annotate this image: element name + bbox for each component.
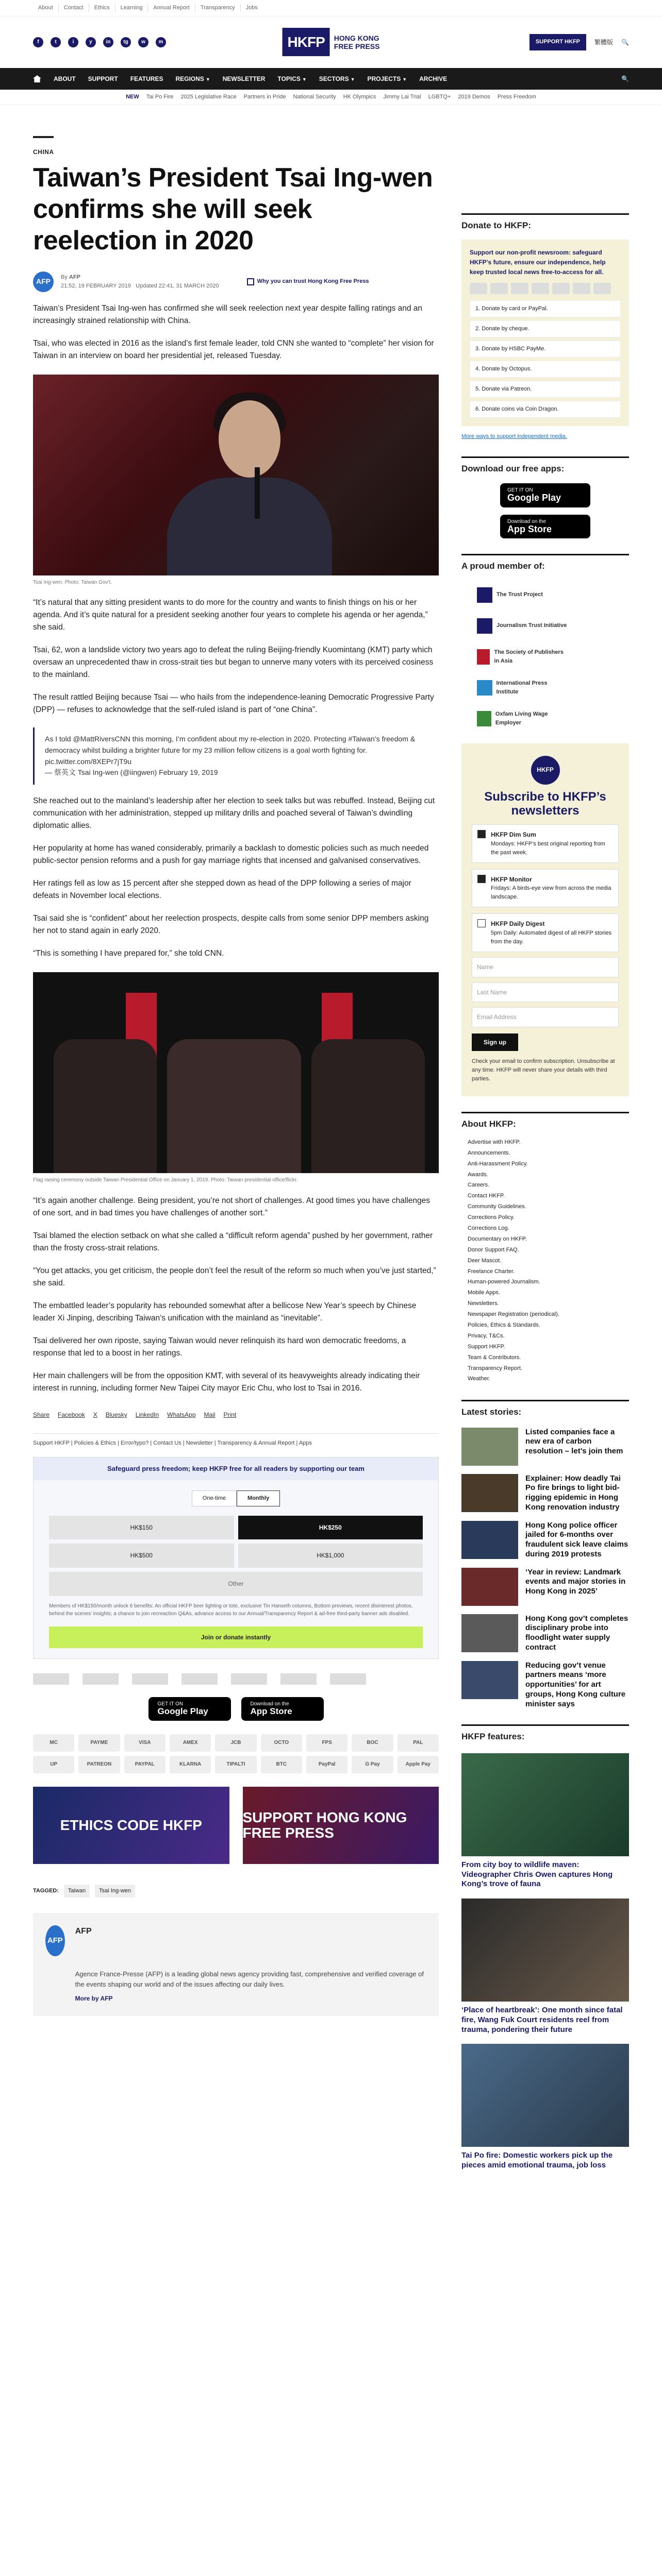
updated-date: Updated 22:41, 31 MARCH 2020 [136,282,219,289]
publish-date: 21:52, 19 FEBRUARY 2019 [61,282,131,289]
logo-line2: FREE PRESS [334,42,380,50]
article-title: Taiwan’s President Tsai Ing-wen confirms she will seek reelection in 2020 [33,162,433,256]
x-icon[interactable]: t [51,37,61,47]
donation-form [34,1480,438,1658]
app-store-buttons [33,1697,439,1721]
trending-link[interactable]: LGBTQ+ [428,93,451,100]
photo-subject [33,375,439,575]
tag[interactable]: Tsai Ing-wen [95,1885,135,1897]
donate-option[interactable]: 1. Donate by card or PayPal. [470,300,621,317]
feature-title[interactable]: ‘Place of heartbreak’: One month since fatal fire, Wang Fuk Court residents reel from trauma, pondering their future [461,2006,623,2034]
chevron-down-icon: ▼ [350,76,355,82]
feature-image [461,1753,629,1856]
member-label: Journalism Trust Initiative [496,622,567,629]
support-hkfp-banner[interactable]: SUPPORT HONG KONG FREE PRESS [243,1787,439,1864]
nav-item[interactable] [319,74,355,84]
payment-bitcoin-icon[interactable]: BTC [261,1756,302,1773]
nav-item[interactable]: FEATURES [130,75,163,82]
about-link[interactable]: Freelance Charter. [468,1268,515,1275]
latest-heading: Latest stories: [461,1400,629,1419]
mail-icon[interactable]: m [156,37,166,47]
tag[interactable]: Taiwan [64,1885,90,1897]
home-icon[interactable] [33,75,41,82]
story-title[interactable]: Hong Kong police officer jailed for 6-months over fraudulent sick leave claims during 2019 protests [525,1520,628,1558]
share-whatsapp[interactable]: WhatsApp [167,1411,196,1418]
amount-options [49,1516,423,1596]
author-box-bio: Agence France-Presse (AFP) is a leading global news agency providing fast, comprehensive and verified coverage of the events shaping our world and of the issues affecting our daily lives. [75,1970,424,1988]
trust-project-icon [477,587,492,603]
photo-crowd [54,1039,157,1173]
share-bluesky[interactable]: Bluesky [105,1411,127,1418]
join-donate-button[interactable]: Join or donate instantly [49,1626,423,1649]
search-icon[interactable]: 🔍 [621,38,629,46]
more-by-author-link[interactable]: More by AFP [75,1994,113,2002]
member-jti[interactable] [477,617,570,635]
newsletter-option[interactable] [472,913,619,952]
nav-item[interactable]: NEWSLETTER [222,75,266,82]
about-link[interactable]: Anti-Harassment Policy. [468,1160,528,1167]
features-heading: HKFP features: [461,1724,629,1743]
trust-badge-icon [247,278,254,285]
chevron-down-icon: ▼ [402,76,407,82]
nav-item[interactable] [277,74,306,84]
newsletter-option[interactable] [472,824,619,863]
site-header [0,16,662,68]
site-logo[interactable] [283,28,380,56]
nav-search-icon[interactable]: 🔍 [621,75,629,82]
whatsapp-icon[interactable]: w [138,37,148,47]
story-thumbnail [461,1568,518,1606]
story-title[interactable]: Explainer: How deadly Tai Po fire brings to light bid-rigging epidemic in Hong Kong renovation industry [525,1473,621,1512]
newsletter-option-text [491,830,613,857]
trending-link[interactable]: Tai Po Fire [146,93,174,100]
payment-payme-icon[interactable]: PAYME [78,1734,120,1752]
member-ipi[interactable] [477,679,570,697]
utility-links [33,4,263,12]
newsletter-checkbox[interactable] [477,919,486,927]
email-field[interactable]: Email Address [472,1007,619,1027]
about-link[interactable]: Documentary on HKFP. [468,1235,527,1242]
byline-meta: By AFP 21:52, 19 FEBRUARY 2019 Updated 22:41, 31 MARCH 2020 [61,274,219,289]
share-facebook[interactable]: Facebook [58,1411,85,1418]
trending-new-label: NEW [126,93,139,100]
tweet-text: As I told @MattRiversCNN this morning, I’m confident about my re-election in 2020. Protecting #Taiwan’s freedom & democracy whilst building a brighter future for my 23 million fellow citizens is a goal worth fighting for. pic.twitter.com/8XEPr7jT9u [45,735,416,766]
newsletter-title: Subscribe to HKFP’s newsletters [484,789,606,818]
frequency-one-time[interactable]: One-time [192,1490,237,1506]
paragraph: “This is something I have prepared for,” she told CNN. [33,949,224,958]
tags-label: TAGGED: [33,1887,59,1894]
newsletter-option-desc: Fridays: A birds-eye view from across the media landscape. [491,885,611,901]
author-avatar[interactable]: AFP [33,272,54,292]
card-icon [532,283,549,294]
trending-link[interactable]: National Security [293,93,336,100]
jti-icon [477,618,492,634]
trust-label: Why you can trust Hong Kong Free Press [257,278,369,285]
tags-row [33,1885,439,1897]
newsletter-option-desc: Mondays: HKFP’s best original reporting from the past week. [491,840,605,856]
newsletter-logo: HKFP [531,756,560,785]
member-heading: A proud member of: [461,554,629,573]
partner-logo[interactable] [231,1673,267,1685]
paragraph: Tsai, who was elected in 2016 as the island’s first female leader, told CNN she wanted to “complete” her vision for Taiwan in an interview on board her presidential jet, released Tuesday. [33,338,434,360]
member-label: International Press Institute [496,680,548,695]
share-x[interactable]: X [93,1411,97,1418]
nav-item-label: REGIONS [175,75,204,82]
app-store-small: Download on the [507,518,547,524]
about-link[interactable]: Announcements. [468,1149,510,1156]
story-thumbnail [461,1521,518,1559]
about-link[interactable]: Donor Support FAQ. [468,1246,519,1253]
about-link[interactable]: Awards. [468,1171,488,1178]
photo-crowd [167,1039,301,1173]
article-category[interactable]: CHINA [33,148,54,156]
article-body [33,302,439,1395]
partner-logo[interactable] [33,1673,69,1685]
sidebar [461,105,629,2171]
about-link[interactable]: Advertise with HKFP. [468,1139,521,1145]
promo-banners [33,1787,439,1864]
share-print[interactable]: Print [223,1411,237,1418]
story-item[interactable] [461,1521,629,1560]
trending-bar [0,90,662,105]
partner-logo[interactable] [280,1673,317,1685]
trending-link[interactable]: Press Freedom [497,93,536,100]
about-links [461,1137,629,1384]
main-nav [0,68,662,90]
trending-link[interactable]: 2025 Legislative Race [180,93,237,100]
donate-option[interactable]: 2. Donate by cheque. [470,320,621,337]
feature-image [461,2044,629,2147]
payment-paypal-icon[interactable]: PAYPAL [124,1756,166,1773]
story-item[interactable] [461,1568,629,1606]
language-switch[interactable]: 繁體版 [594,38,614,46]
chevron-down-icon: ▼ [205,76,210,82]
support-hkfp-button[interactable]: SUPPORT HKFP [529,34,586,50]
share-mail[interactable]: Mail [204,1411,216,1418]
payment-octopus-icon[interactable]: OCTO [261,1734,302,1752]
utility-link[interactable]: Learning [115,4,148,12]
photo-caption: Tsai Ing-wen. Photo: Taiwan Gov’t. [33,579,112,585]
google-play-button[interactable] [148,1697,231,1721]
feature-item[interactable] [461,1899,629,2035]
paragraph: The embattled leader’s popularity has rebounded somewhat after a bellicose New Year’s speech by Chinese leader Xi Jinping, describing Taiwan’s unification with the mainland as “inevitable”. [33,1301,417,1323]
logo-mark: HKFP [283,28,330,56]
paragraph: Her main challengers will be from the opposition KMT, with several of its heavyweights already indicating their interest in running, including former New Taipei City mayor Eric Chu, who lost to Tsai in 2016. [33,1371,420,1393]
card-icon [593,283,611,294]
frequency-monthly[interactable]: Monthly [237,1490,280,1506]
latest-stories [461,1428,629,1709]
feature-title[interactable]: Tai Po fire: Domestic workers pick up the pieces amid emotional trauma, job loss [461,2151,613,2170]
author-box-avatar[interactable]: AFP [45,1925,65,1956]
payment-mastercard-icon[interactable]: MC [33,1734,74,1752]
about-link[interactable]: Careers. [468,1182,490,1189]
paragraph: Taiwan’s President Tsai Ing-wen has confirmed she will seek reelection next year despite falling ratings and an increasingly strained relationship with China. [33,303,423,325]
ipi-icon [477,680,492,696]
payment-card-icons [470,283,621,294]
member-label: The Society of Publishers in Asia [494,649,564,664]
card-icon [470,283,487,294]
donate-option[interactable]: 4. Donate by Octopus. [470,361,621,378]
header-actions [529,34,629,50]
about-link[interactable]: Weather. [468,1376,490,1382]
about-link[interactable]: Deer Mascot. [468,1257,502,1264]
about-link[interactable]: Privacy, T&Cs. [468,1332,505,1339]
ethics-code-banner[interactable]: ETHICS CODE HKFP [33,1787,229,1864]
google-play-small: GET IT ON [507,487,533,493]
story-item[interactable] [461,1428,629,1466]
about-link[interactable]: Mobile Apps. [468,1290,500,1296]
social-icons [33,37,166,47]
author-box [33,1913,439,2016]
feature-title[interactable]: From city boy to wildlife maven: Videographer Chris Owen captures Hong Kong’s trove of fauna [461,1860,613,1889]
newsletter-option-text [491,919,613,946]
instagram-icon[interactable]: i [68,37,78,47]
about-link[interactable]: Support HKFP. [468,1343,505,1350]
donate-option[interactable]: 3. Donate by HSBC PayMe. [470,341,621,358]
payment-fps-icon[interactable]: FPS [306,1734,347,1752]
donate-option[interactable]: 6. Donate coins via Coin Dragon. [470,401,621,418]
trending-link[interactable]: Partners in Pride [243,93,286,100]
about-link[interactable]: Corrections Log. [468,1225,509,1231]
author-box-name[interactable]: AFP [75,1926,92,1936]
paragraph: “It’s again another challenge. Being president, you’re not short of challenges. At good times you have challenges of one sort, and in bad times you have challenges of another sort.” [33,1196,431,1217]
utility-link[interactable]: Contact [58,4,89,12]
last-name-field[interactable]: Last Name [472,982,619,1003]
payment-patreon-icon[interactable]: PATREON [78,1756,120,1773]
linkedin-icon[interactable]: in [103,37,113,47]
category-rule [33,136,54,138]
trending-link[interactable]: HK Olympics [343,93,376,100]
paragraph: Her ratings fell as low as 15 percent after she stepped down as head of the DPP following a series of major defeats in November local elections. [33,879,411,901]
sidebar-app-store-button[interactable] [500,515,590,539]
story-title[interactable]: ‘Year in review: Landmark events and major stories in Hong Kong in 2025’ [525,1567,626,1596]
newsletter-checkbox[interactable] [477,875,486,883]
about-link[interactable]: Corrections Policy. [468,1214,515,1221]
member-label: The Trust Project [496,591,543,598]
author-box-text [75,1925,426,2004]
photo-suit [167,478,332,575]
payment-gpay-icon[interactable]: G Pay [352,1756,393,1773]
app-store-button[interactable] [241,1697,324,1721]
newsletter-option-title: HKFP Daily Digest [491,920,545,928]
payment-paypal-icon[interactable]: PayPal [306,1756,347,1773]
story-title[interactable]: Hong Kong gov’t completes disciplinary probe into floodlight water supply contract [525,1614,628,1652]
about-link[interactable]: Community Guidelines. [468,1204,526,1210]
payment-amex-icon[interactable]: AMEX [170,1734,211,1752]
about-heading: About HKFP: [461,1112,629,1131]
about-link[interactable]: Contact HKFP. [468,1193,505,1199]
story-thumbnail [461,1428,518,1466]
newsletter-note: Check your email to confirm subscription. Unsubscribe at any time. HKFP will never share your details with third parties. [472,1058,615,1082]
payment-boc-icon[interactable]: BOC [352,1734,393,1752]
nav-item[interactable] [175,74,210,84]
about-link[interactable]: Newspaper Registration (periodical). [468,1311,559,1318]
page-main [0,105,662,2171]
app-store-small: Download on the [250,1701,289,1707]
feature-item[interactable] [461,1753,629,1889]
photo-microphone [255,467,260,519]
payment-methods [33,1734,439,1773]
paragraph: “You get attacks, you get criticism, the people don’t feel the result of the reform so much when you’ve just started,” she said. [33,1266,436,1287]
amount-option[interactable]: HK$500 [49,1544,234,1568]
article-photo-tsai [33,375,439,575]
story-title[interactable]: Listed companies face a new era of carbon resolution – let’s join them [525,1427,623,1456]
author-name[interactable]: AFP [69,274,80,280]
story-item[interactable] [461,1614,629,1653]
newsletter-option-text [491,875,613,902]
youtube-icon[interactable]: y [86,37,96,47]
newsletter-signup [461,743,629,1096]
byline [33,272,439,292]
member-oxfam[interactable] [477,709,570,728]
nav-item[interactable] [368,74,407,84]
story-title[interactable]: Reducing gov’t venue partners means ‘more opportunities’ for art groups, Hong Kong culture minister says [525,1660,626,1708]
feature-item[interactable] [461,2044,629,2171]
partner-logos [33,1673,439,1685]
newsletter-checkbox[interactable] [477,830,486,838]
chevron-down-icon: ▼ [302,76,307,82]
utility-link[interactable]: Ethics [89,4,115,12]
about-link[interactable]: Policies, Ethics & Standards. [468,1321,540,1328]
tweet-source[interactable]: — 蔡英文 Tsai Ing-wen (@iingwen) February 19, 2019 [45,768,218,777]
google-play-small: GET IT ON [157,1701,184,1707]
donate-options [470,300,621,418]
telegram-icon[interactable]: tg [121,37,131,47]
paragraph: Tsai delivered her own riposte, saying Taiwan would never relinquish its hard won democratic freedoms, a response that led to a boost in her ratings. [33,1336,406,1358]
story-thumbnail [461,1661,518,1699]
share-links [33,1410,439,1420]
membership-note: Members of HK$150/month unlock 6 benefits: An official HKFP beer lighting or tote, exclusive Tin Hanseth columns, Bottom previews, recent disinterest photos, behind the scenes’ insights; a chance to join recreaction Q&As, advance access to our Annual/Transparency Report & ad-free third-party banner ads disabled. [49,1603,413,1617]
sidebar-google-play-button[interactable] [500,483,590,507]
payment-klarna-icon[interactable]: KLARNA [170,1756,211,1773]
photo-face [219,400,280,478]
card-icon [511,283,528,294]
logo-line1: HONG KONG [334,33,379,42]
paragraph: Tsai said she is “confident” about her reelection prospects, despite calls from some senior DPP members asking her not to stand again in early 2020. [33,914,429,936]
photo-caption: Flag raising ceremony outside Taiwan Presidential Office on January 1, 2019. Photo: Taiwan presidential office/flickr. [33,1177,298,1183]
partner-logo[interactable] [132,1673,168,1685]
share-linkedin[interactable]: LinkedIn [135,1411,159,1418]
article [33,105,439,2171]
payment-unionpay-icon[interactable]: UP [33,1756,74,1773]
newsletter-option[interactable] [472,869,619,908]
donate-panel [461,240,629,426]
top-utility-bar [0,0,662,16]
story-thumbnail [461,1614,518,1652]
payment-jcb-icon[interactable]: JCB [215,1734,256,1752]
payment-pal-icon[interactable]: PAL [398,1734,439,1752]
utility-link[interactable]: Jobs [240,4,263,12]
oxfam-icon [477,711,491,726]
name-field[interactable]: Name [472,957,619,977]
partner-logo[interactable] [330,1673,366,1685]
nav-item[interactable]: SUPPORT [88,75,118,82]
card-icon [490,283,508,294]
card-icon [552,283,570,294]
paragraph: Her popularity at home has waned considerably, primarily a backlash to domestic policies such as much needed public-sector pension reforms and a push for gay marriage rights that incensed and galvanised conservatives. [33,844,429,866]
story-thumbnail [461,1474,518,1512]
app-store-label: App Store [507,523,552,534]
sopa-icon [477,649,490,665]
donate-heading: Donate to HKFP: [461,213,629,232]
story-item[interactable] [461,1661,629,1709]
newsletter-option-title: HKFP Monitor [491,875,532,883]
member-trust-project[interactable] [477,586,570,604]
donation-headline: Safeguard press freedom; keep HKFP free for all readers by supporting our team [34,1458,438,1480]
amount-option-selected[interactable]: HK$250 [238,1516,423,1540]
nav-item-label: TOPICS [277,75,301,82]
payment-tipalti-icon[interactable]: TIPALTI [215,1756,256,1773]
amount-option[interactable]: HK$1,000 [238,1544,423,1568]
photo-crowd [311,1039,425,1173]
member-label: Oxfam Living Wage Employer [495,710,548,726]
about-link[interactable]: Team & Contributors. [468,1354,521,1361]
about-link[interactable]: Newsletters. [468,1300,499,1307]
article-photo-ceremony [33,972,439,1173]
support-links-row[interactable]: Support HKFP | Policies & Ethics | Error/typo? | Contact Us | Newsletter | Transparency & Annual Report | Apps [33,1433,439,1448]
trending-link[interactable]: 2019 Demos [458,93,490,100]
feature-image [461,1899,629,2002]
embedded-tweet[interactable] [33,727,439,785]
nav-item[interactable]: ABOUT [54,75,76,82]
trust-link[interactable] [247,277,369,286]
partner-logo[interactable] [181,1673,218,1685]
newsletter-option-desc: 5pm Daily: Automated digest of all HKFP stories from the day. [491,929,611,945]
amount-other-input[interactable]: Other [49,1572,423,1596]
amount-option[interactable]: HK$150 [49,1516,234,1540]
member-logos [461,586,629,728]
logo-wordmark [334,34,380,50]
paragraph: Tsai blamed the election setback on what she called a “difficult reform agenda” pushed by her government, rather than the frosty cross-strait relations. [33,1231,433,1252]
newsletter-option-title: HKFP Dim Sum [491,831,536,838]
utility-link[interactable]: Transparency [195,4,240,12]
donate-text: Support our non-profit newsroom: safeguard HKFP’s future, ensure our independence, help keep trusted local news free-to-access for all. [470,249,606,276]
more-ways-link[interactable]: More ways to support independent media. [461,433,567,440]
story-item[interactable] [461,1474,629,1513]
share-label: Share [33,1411,50,1418]
payment-visa-icon[interactable]: VISA [124,1734,166,1752]
donation-widget [33,1457,439,1659]
paragraph: The result rattled Beijing because Tsai — who hails from the independence-leaning Democratic Progressive Party (DPP) — refuses to acknowledge that the self-ruled island is part of “one China”. [33,693,434,715]
paragraph: Tsai, 62, won a landslide victory two years ago to defeat the ruling Beijing-friendly Kuomintang (KMT) party which oversaw an unprecedented thaw in cross-strait ties but began to unnerve many voters with its perceived cosiness to the mainland. [33,646,434,680]
payment-applepay-icon[interactable]: Apple Pay [398,1756,439,1773]
nav-item[interactable]: ARCHIVE [419,75,448,82]
member-sopa[interactable] [477,648,570,666]
card-icon [573,283,590,294]
partner-logo[interactable] [82,1673,119,1685]
utility-link[interactable]: About [38,4,53,11]
nav-item-label: SECTORS [319,75,349,82]
google-play-label: Google Play [157,1706,208,1717]
google-play-label: Google Play [507,492,561,503]
signup-button[interactable]: Sign up [472,1033,518,1052]
donate-option[interactable]: 5. Donate via Patreon. [470,381,621,398]
about-link[interactable]: Transparency Report. [468,1365,522,1371]
frequency-toggle [49,1490,423,1506]
app-store-label: App Store [250,1706,292,1717]
trending-link[interactable]: Jimmy Lai Trial [383,93,421,100]
paragraph: “It’s natural that any sitting president wants to do more for the country and wants to finish things on his or her agenda. And it’s quite natural for a president seeking another four years to complete his agenda or her agenda,” she said. [33,598,428,632]
nav-item-label: PROJECTS [367,75,401,82]
paragraph: She reached out to the mainland’s leadership after her election to seek talks but was rebuffed. Instead, Beijing cut communication with her administration, stepped up military drills and poached several of Taiwan’s dwindling diplomatic allies. [33,796,435,831]
about-link[interactable]: Human-powered Journalism. [468,1279,540,1285]
apps-heading: Download our free apps: [461,456,629,476]
facebook-icon[interactable]: f [33,37,43,47]
utility-link[interactable]: Annual Report [147,4,194,12]
